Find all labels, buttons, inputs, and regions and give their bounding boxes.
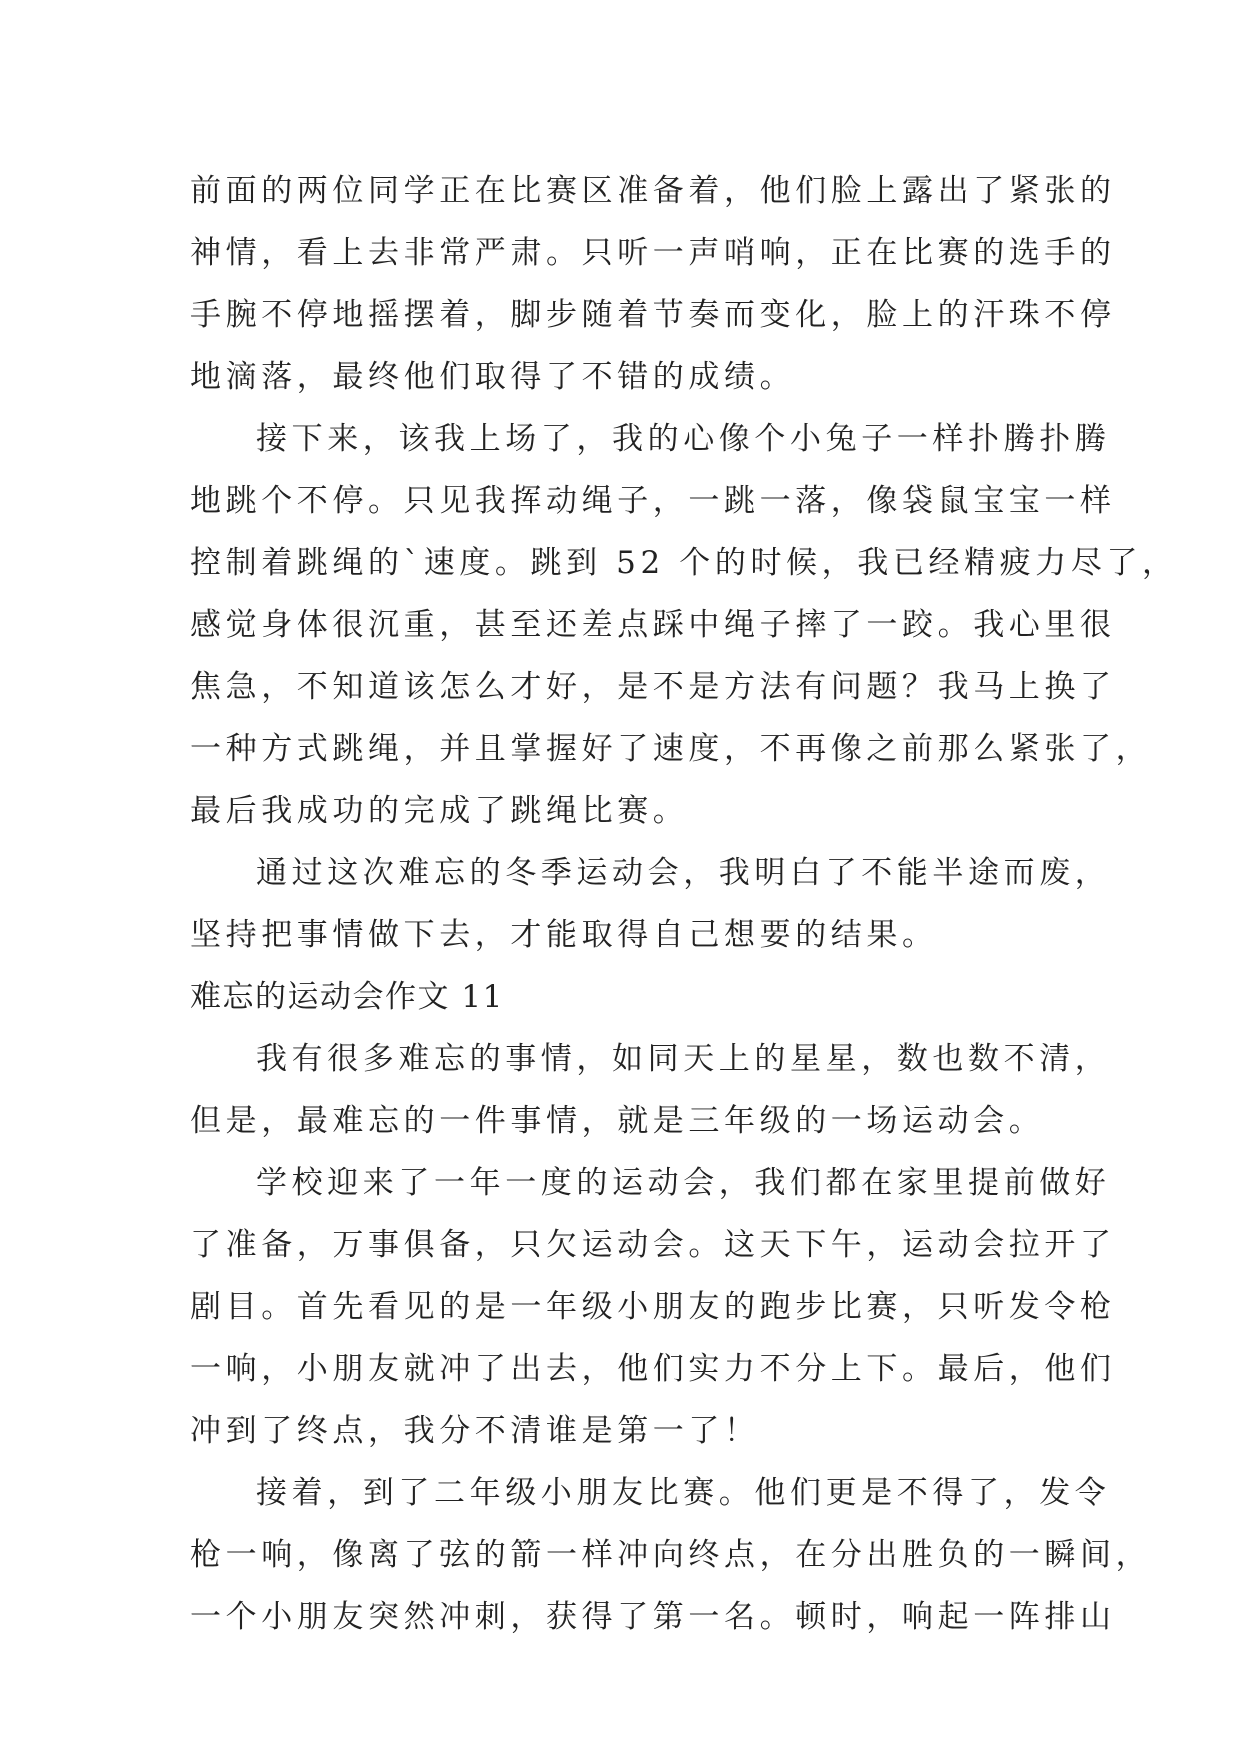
text-line: 焦急，不知道该怎么才好，是不是方法有问题？我马上换了	[190, 669, 1116, 705]
text-line: 冲到了终点，我分不清谁是第一了！	[190, 1413, 760, 1449]
text-line: 了准备，万事俱备，只欠运动会。这天下午，运动会拉开了	[190, 1227, 1116, 1263]
section-heading: 难忘的运动会作文 11	[190, 979, 504, 1015]
text-line: 最后我成功的完成了跳绳比赛。	[190, 793, 689, 829]
text-line: 控制着跳绳的`速度。跳到 52 个的时候，我已经精疲力尽了，	[190, 545, 1178, 581]
text-line: 手腕不停地摇摆着，脚步随着节奏而变化，脸上的汗珠不停	[190, 297, 1116, 333]
text-line: 一响，小朋友就冲了出去，他们实力不分上下。最后，他们	[190, 1351, 1116, 1387]
text-line: 坚持把事情做下去，才能取得自己想要的结果。	[190, 917, 938, 953]
paragraph-first-line: 接下来，该我上场了，我的心像个小兔子一样扑腾扑腾	[256, 421, 1111, 457]
text-line: 感觉身体很沉重，甚至还差点踩中绳子摔了一跤。我心里很	[190, 607, 1116, 643]
text-line: 但是，最难忘的一件事情，就是三年级的一场运动会。	[190, 1103, 1045, 1139]
text-line: 地滴落，最终他们取得了不错的成绩。	[190, 359, 796, 395]
text-line: 地跳个不停。只见我挥动绳子，一跳一落，像袋鼠宝宝一样	[190, 483, 1116, 519]
paragraph-first-line: 接着，到了二年级小朋友比赛。他们更是不得了，发令	[256, 1475, 1111, 1511]
text-line: 神情，看上去非常严肃。只听一声哨响，正在比赛的选手的	[190, 235, 1116, 271]
paragraph-first-line: 我有很多难忘的事情，如同天上的星星，数也数不清，	[256, 1041, 1111, 1077]
document-body	[190, 160, 1178, 1648]
text-line: 一种方式跳绳，并且掌握好了速度，不再像之前那么紧张了，	[190, 731, 1152, 767]
paragraph-first-line: 学校迎来了一年一度的运动会，我们都在家里提前做好	[256, 1165, 1111, 1201]
text-line: 一个小朋友突然冲刺，获得了第一名。顿时，响起一阵排山	[190, 1599, 1116, 1635]
text-line: 枪一响，像离了弦的箭一样冲向终点，在分出胜负的一瞬间，	[190, 1537, 1152, 1573]
text-line: 剧目。首先看见的是一年级小朋友的跑步比赛，只听发令枪	[190, 1289, 1116, 1325]
text-line: 前面的两位同学正在比赛区准备着，他们脸上露出了紧张的	[190, 173, 1116, 209]
paragraph-first-line: 通过这次难忘的冬季运动会，我明白了不能半途而废，	[256, 855, 1111, 891]
